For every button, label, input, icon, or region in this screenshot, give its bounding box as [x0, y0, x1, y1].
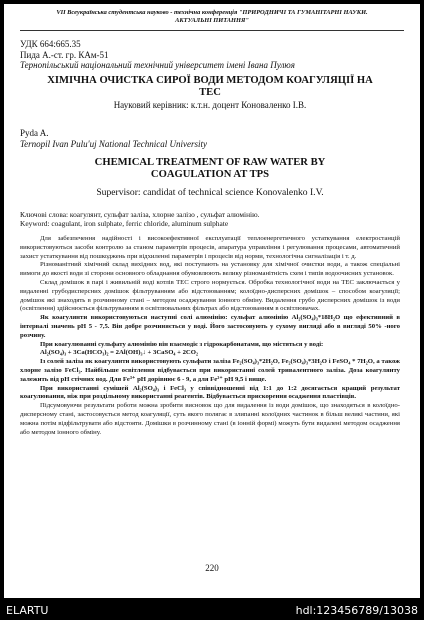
handle-id[interactable]: hdl:123456789/13038 — [295, 604, 418, 617]
supervisor-ua: Науковий керівник: к.т.н. доцент Коноваленко І.В. — [113, 100, 307, 111]
paragraph-2: Різноманітний хімічний склад вихідних вод, які поступають на установку для хімічної очистки води, а також спеціальні вимоги до якості води зі сторони основного обладнання обумовлюють велику різноманітність схем і типів водоочисних установок. — [20, 261, 400, 278]
title-en-line2: COAGULATION AT TPS — [150, 168, 270, 180]
paragraph-3: Склад домішок в парі і живильній воді котлів ТЕС строго нормується. Обробка технологічної води на ТЕС заключається у видаленні грубодисперсних домішок фільтруванням або відстоюванням; колоїдно-дисперсних домішок – способом коагуляції; домішок які знаходять в розчинному стані – методом осаджування іонного обміну. Видалення грубо дисперсних домішок із води (освітлення) здійснюється фільтруванням в освітлювальних фільтрах або відстоюванням в освітлювачах. — [20, 278, 400, 313]
paragraph-6: Із солей заліза як коагулянти використовують сульфати заліза Fe₂(SO₄)₃*2H₂O, Fe₂(SO₄)₃*3H₂O і FeSO₄ * 7H₂O, а також хлорне залізо FeCl₃. Найбільше освітлення відбувається при використанні солей тривалентного заліза. Доза коагулянту залежить від pH стічних вод. Для Fe³⁺ pH дорівнює 6 - 9, а для Fe²⁺ pH 9,5 і вище. — [20, 358, 400, 383]
keywords-block — [20, 211, 400, 229]
conference-header-line2: АКТУАЛЬНІ ПИТАННЯ" — [175, 16, 249, 24]
paragraph-8: Підсумовуючи результати роботи можна зробити висновок що для видалення із води домішок, що знаходяться в колоїдно-дисперсному стані, застосовується метод коагуляції, суть якого полягає в злипанні колоїдних частинок в більш великі частини, які можна потім відфільтрувати або відстояти. Домішки в розчинному стані (в іонній формі) можуть бути видалені методом осадження або методом іонного обміну. — [20, 402, 400, 436]
title-en-block — [20, 157, 400, 180]
paragraph-1: Для забезпечення надійності і високоефективної експлуатації теплоенергетичного устаткування електростанцій використовуються засоби контролю за станом параметрів процесів, апаратура управління і регулювання процесами, автоматичний захист устаткування від пошкоджень при відхиленні параметрів і процесів від норми, технологічна сигналізація і т. д. — [20, 235, 400, 260]
page-number: 220 — [205, 563, 219, 573]
article-ua-meta — [20, 39, 400, 71]
article-body — [20, 235, 400, 437]
title-ua: ХІМІЧНА ОЧИСТКА СИРОЇ ВОДИ МЕТОДОМ КОАГУЛЯЦІЇ НА — [47, 75, 373, 86]
conference-header — [4, 9, 420, 24]
paragraph-7: При використанні сумішей Al₂(SO₄)₃ і FeCl₃ у співвідношенні від 1:1 до 1:2 досягається кращий результат коагулювання, ніж при роздільному використанні реагентів. Відбувається прискорення осадження пластівців. — [20, 384, 400, 401]
title-ua-block — [20, 75, 400, 111]
document-page — [4, 4, 420, 598]
author-ua: Пида А.-ст. гр. КАм-51 — [20, 49, 109, 60]
keywords-en: Keyword: coagulant, iron sulphate, ferric chloride, aluminum sulphate — [20, 218, 229, 228]
author-en: Pyda A. — [20, 128, 49, 138]
keywords-ua: Ключові слова: коагулянт, сульфат заліза, хлорне залізо , сульфат алюмінію. — [20, 210, 260, 219]
article-en-meta — [20, 128, 400, 149]
conference-header-line1: VII Всеукраїнська студентська науково - технічна конференція "ПРИРОДНИЧІ ТА ГУМАНІТАРНІ НАУКИ. — [56, 9, 368, 16]
supervisor-en-block — [20, 188, 400, 199]
title-ua-line2: ТЕС — [199, 86, 221, 98]
repository-footer — [0, 602, 424, 620]
paragraph-4: Як коагулянти використовуються наступні солі алюмінію: сульфат алюмінію Al₂(SO₄)₃*18H₂O що ефективний в інтервалі значень pH 5 - 7,5. Він добре розчиняється у воді. Його застосовують у сухому вигляді або в вигляді 50% -ного розчину. — [20, 314, 400, 339]
title-en: CHEMICAL TREATMENT OF RAW WATER BY — [94, 157, 326, 168]
affiliation-en: Ternopil Ivan Pulu'uj National Technical University — [20, 138, 208, 149]
affiliation-ua: Тернопільський національний технічний університет імені Івана Пулюя — [20, 60, 295, 71]
reaction-formula: Al₂(SO₄)₃ + 3Ca(HCO₃)₂ = 2Al(OH)₃↓ + 3CaSO₄ + 2CO₂ — [40, 349, 198, 357]
header-divider — [20, 30, 404, 31]
repository-name: ELARTU — [6, 604, 49, 617]
paragraph-5: При коагулюванні сульфату алюмінію він взаємодіє з гідрокарбонатами, що містяться у воді: — [40, 340, 324, 348]
udc-code: УДК 664:665.35 — [20, 39, 81, 49]
supervisor-en: Supervisor: candidat of technical science Konovalenko I.V. — [96, 187, 324, 198]
